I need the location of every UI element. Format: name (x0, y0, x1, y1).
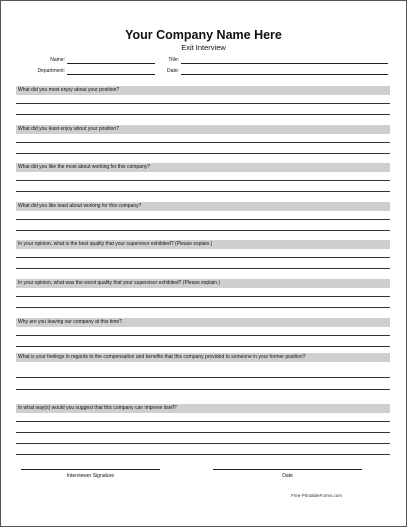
question-9: In what way(s) would you suggest that this company can improve itself? (16, 404, 390, 413)
signature-date-label: Date (282, 473, 293, 479)
department-field[interactable] (67, 74, 155, 75)
interviewer-signature-line[interactable] (21, 469, 160, 470)
question-5: In your opinion, what is the best quality that your supervisor exhibited? (Please explain.) (16, 240, 390, 249)
answer-line[interactable] (16, 153, 390, 154)
question-2: What did you least enjoy about your position? (16, 125, 390, 134)
date-label: Date: (167, 68, 179, 74)
title-label: Title: (168, 57, 179, 63)
question-8: What is your feelings in regards to the compensation and benefits that this company provided to someone in your former position? (16, 353, 390, 362)
answer-line[interactable] (16, 335, 390, 336)
answer-line[interactable] (16, 432, 390, 433)
answer-line[interactable] (16, 219, 390, 220)
form-title: Exit Interview (181, 43, 226, 52)
answer-line[interactable] (16, 421, 390, 422)
answer-line[interactable] (16, 142, 390, 143)
date-field[interactable] (181, 74, 388, 75)
name-field[interactable] (67, 63, 155, 64)
answer-line[interactable] (16, 191, 390, 192)
answer-line[interactable] (16, 443, 390, 444)
title-field[interactable] (181, 63, 388, 64)
question-1: What did you most enjoy about your position? (16, 86, 390, 95)
signature-date-line[interactable] (213, 469, 362, 470)
answer-line[interactable] (16, 103, 390, 104)
answer-line[interactable] (16, 268, 390, 269)
question-3: What did you like the most about working for this company? (16, 163, 390, 172)
answer-line[interactable] (16, 257, 390, 258)
name-label: Name: (50, 57, 65, 63)
answer-line[interactable] (16, 346, 390, 347)
answer-line[interactable] (16, 307, 390, 308)
answer-line[interactable] (16, 114, 390, 115)
interviewer-signature-label: Interviewer Signature (66, 473, 115, 479)
answer-line[interactable] (16, 180, 390, 181)
question-7: Why are you leaving our company at this time? (16, 318, 390, 327)
answer-line[interactable] (16, 454, 390, 455)
company-name: Your Company Name Here (125, 28, 282, 42)
question-6: In your opinion, what was the worst quality that your supervisor exhibited? (Please explain.) (16, 279, 390, 288)
answer-line[interactable] (16, 230, 390, 231)
answer-line[interactable] (16, 389, 390, 390)
answer-line[interactable] (16, 296, 390, 297)
answer-line[interactable] (16, 377, 390, 378)
question-4: What did you like least about working for this company? (16, 202, 390, 211)
department-label: Department: (37, 68, 65, 74)
footer-credit: Free-PrintableForms.com (291, 493, 343, 498)
